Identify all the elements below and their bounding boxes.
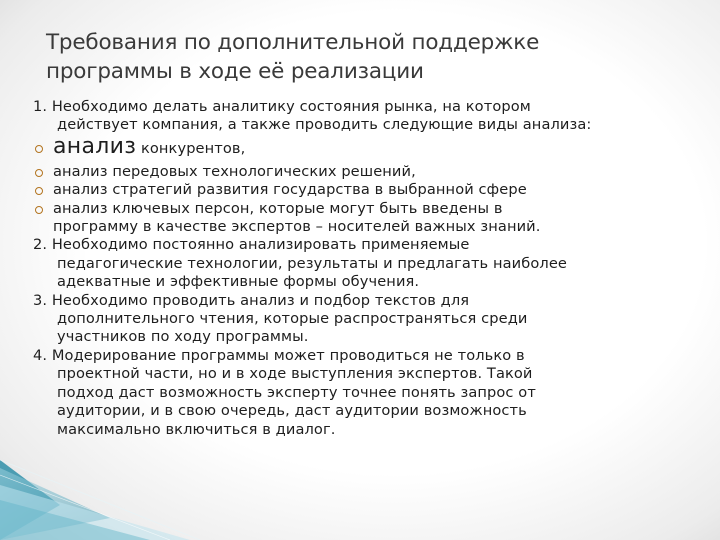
bullet-technologies <box>33 163 693 181</box>
item-4-line-3: подход даст возможность эксперту точнее понять запрос от <box>57 383 536 401</box>
circle-bullet-icon <box>35 206 43 214</box>
circle-bullet-icon <box>35 169 43 177</box>
item-4-line-5: максимально включиться в диалог. <box>57 420 336 438</box>
circle-bullet-icon <box>35 187 43 195</box>
item-1-line-1: 1. Необходимо делать аналитику состояния рынка, на котором <box>33 98 531 115</box>
corner-decoration <box>0 440 200 540</box>
item-3-line-2: дополнительного чтения, которые распространяться среди <box>57 310 528 328</box>
bullet-1-bigword: анализ <box>53 133 137 159</box>
bullet-4-line-1: анализ ключевых персон, которые могут быть введены в <box>53 199 503 217</box>
item-4-line-2: проектной части, но и в ходе выступления экспертов. Такой <box>57 365 533 383</box>
item-3-line-1: 3. Необходимо проводить анализ и подбор текстов для <box>33 291 470 309</box>
item-4-line-1: 4. Модерирование программы может проводиться не только в <box>33 346 525 364</box>
list-item-3 <box>33 292 693 347</box>
item-2-line-2: педагогические технологии, результаты и предлагать наиболее <box>57 254 567 272</box>
list-item-4 <box>33 347 693 439</box>
item-3-line-3: участников по ходу программы. <box>57 328 309 346</box>
item-1-line-2: действует компания, а также проводить следующие виды анализа: <box>57 116 592 134</box>
title-line-2: программы в ходе её реализации <box>46 59 424 84</box>
bullet-4-line-2: программу в качестве экспертов – носителей важных знаний. <box>53 218 541 236</box>
circle-bullet-icon <box>35 145 43 153</box>
item-2-line-3: адекватные и эффективные формы обучения. <box>57 273 420 291</box>
bullet-2-text: анализ передовых технологических решений, <box>53 162 416 180</box>
bullet-key-persons <box>33 200 693 237</box>
title-line-1: Требования по дополнительной поддержке <box>46 30 540 55</box>
bullet-3-text: анализ стратегий развития государства в выбранной сфере <box>53 181 527 199</box>
item-2-line-1: 2. Необходимо постоянно анализировать применяемые <box>33 236 470 254</box>
slide-body <box>33 98 693 439</box>
list-item-2 <box>33 236 693 291</box>
bullet-strategies <box>33 181 693 199</box>
slide-title <box>46 28 686 86</box>
bullet-competitors <box>33 135 693 161</box>
list-item-1 <box>33 98 693 135</box>
item-4-line-4: аудитории, и в свою очередь, даст аудитории возможность <box>57 402 527 420</box>
bullet-1-rest: конкурентов, <box>136 139 246 157</box>
